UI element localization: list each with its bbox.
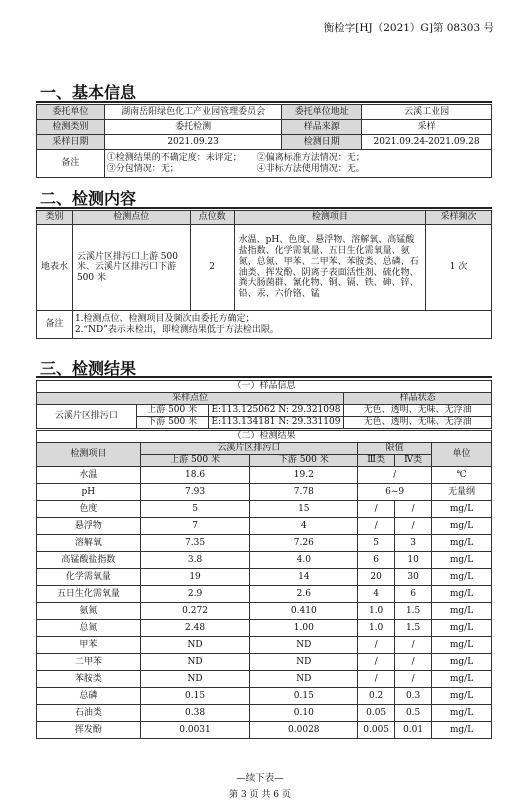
section-rule [36, 101, 492, 103]
upstream-value: 0.0031 [140, 722, 250, 739]
table-row [37, 405, 492, 417]
content-table [36, 210, 492, 339]
table-row [37, 586, 492, 603]
table-row [37, 688, 492, 705]
table-row [37, 654, 492, 671]
table-row [37, 552, 492, 569]
section-results-title: 三、检测结果 [40, 359, 137, 378]
downstream-value: 14 [250, 569, 358, 586]
section-content-title: 二、检测内容 [40, 189, 137, 208]
table-row [37, 518, 492, 535]
sample-info-table [36, 380, 492, 429]
downstream-value: ND [250, 671, 358, 688]
result-item: 氨氮 [37, 603, 141, 620]
limit-iv-value: 3 [395, 535, 432, 552]
table-row [37, 620, 492, 637]
downstream-value: 0.0028 [250, 722, 358, 739]
limit-iii-value: / [358, 518, 395, 535]
table-row [37, 603, 492, 620]
column-header: 上游 500 米 [140, 455, 250, 467]
unit-cell: mg/L [432, 552, 492, 569]
result-item: pH [37, 484, 141, 501]
point-coordinate: E:113.125062 N: 29.321098 [208, 405, 344, 417]
upstream-value: 0.38 [140, 705, 250, 722]
limit-iii-value: 0.005 [358, 722, 395, 739]
table-row [37, 722, 492, 739]
column-header: Ⅲ类 [358, 455, 395, 467]
table-row [37, 120, 492, 135]
limit-iii-value: 0.2 [358, 688, 395, 705]
table-row [37, 637, 492, 654]
unit-cell: mg/L [432, 586, 492, 603]
column-header: 采样频次 [426, 211, 492, 225]
remark-item: ②偏离标准方法情况：无； [256, 153, 365, 164]
downstream-value: 19.2 [250, 467, 358, 484]
section-rule [36, 376, 492, 378]
point-name: 上游 500 米 [136, 405, 208, 417]
result-item: 挥发酚 [37, 722, 141, 739]
upstream-value: 5 [140, 501, 250, 518]
field-value: 2021.09.23 [104, 135, 282, 150]
limit-iii-value: 20 [358, 569, 395, 586]
downstream-value: 1.00 [250, 620, 358, 637]
field-label: 样品来源 [282, 120, 362, 135]
result-item: 总氮 [37, 620, 141, 637]
count-cell: 2 [190, 225, 234, 311]
downstream-value: 2.6 [250, 586, 358, 603]
result-item: 苯胺类 [37, 671, 141, 688]
limit-iii-value: 5 [358, 535, 395, 552]
limit-iv-value: / [395, 654, 432, 671]
downstream-value: 0.410 [250, 603, 358, 620]
table-row [37, 484, 492, 501]
upstream-value: ND [140, 671, 250, 688]
upstream-value: 7.35 [140, 535, 250, 552]
remark-label: 备注 [37, 311, 73, 339]
remark-item: 2.“ND”表示未检出，即检测结果低于方法检出限。 [74, 324, 279, 335]
upstream-value: 7.93 [140, 484, 250, 501]
limit-iii-value: / [358, 671, 395, 688]
result-item: 五日生化需氧量 [37, 586, 141, 603]
upstream-value: 18.6 [140, 467, 250, 484]
table-row [37, 467, 492, 484]
result-item: 水温 [37, 467, 141, 484]
items-cell: 水温、pH、色度、悬浮物、溶解氧、高锰酸盐指数、化学需氧量、五日生化需氧量、氨氮、总氮、甲苯、二甲苯、苯胺类、总磷、石油类、挥发酚、阴离子表面活性剂、硫化物、粪大肠菌群、氰化物、铜、镉、铁、砷、锌、铅、汞、六价铬、锰 [234, 225, 426, 311]
category-cell: 地表水 [37, 225, 73, 311]
downstream-value: ND [250, 637, 358, 654]
limit-iv-value: / [395, 637, 432, 654]
field-label: 采样日期 [37, 135, 105, 150]
point-coordinate: E:113.134181 N: 29.331109 [208, 417, 344, 429]
unit-cell: ℃ [432, 467, 492, 484]
result-item: 甲苯 [37, 637, 141, 654]
unit-cell: mg/L [432, 518, 492, 535]
unit-cell: mg/L [432, 603, 492, 620]
downstream-value: 4.0 [250, 552, 358, 569]
table-header-row [37, 211, 492, 225]
upstream-value: 2.48 [140, 620, 250, 637]
column-header: 点位数 [190, 211, 234, 225]
downstream-value: 0.10 [250, 705, 358, 722]
result-item: 高锰酸盐指数 [37, 552, 141, 569]
unit-cell: mg/L [432, 705, 492, 722]
column-header: 检测项目 [37, 443, 141, 467]
table-header-row [37, 443, 492, 455]
table-row [37, 225, 492, 311]
downstream-value: 15 [250, 501, 358, 518]
remark-item: ③分包情况：无； [106, 163, 179, 174]
field-label: 委托单位 [37, 105, 105, 120]
frequency-cell: 1 次 [426, 225, 492, 311]
downstream-value: 0.15 [250, 688, 358, 705]
remark-item: ④非标方法使用情况：无。 [256, 163, 365, 174]
field-value: 云溪工业园 [362, 105, 492, 120]
table-row [37, 535, 492, 552]
upstream-value: ND [140, 654, 250, 671]
table-header-row [37, 393, 492, 405]
field-label: 检测类别 [37, 120, 105, 135]
basic-info-table [36, 104, 492, 178]
location-cell: 云溪片区排污口 [37, 405, 137, 429]
result-item: 悬浮物 [37, 518, 141, 535]
unit-cell: mg/L [432, 654, 492, 671]
column-header: 限值 [358, 443, 432, 455]
results-body [37, 467, 492, 739]
limit-value: / [358, 467, 432, 484]
table-caption-row [37, 431, 492, 443]
column-header: 云溪片区排污口 [140, 443, 357, 455]
limit-iv-value: / [395, 501, 432, 518]
limit-iv-value: 1.5 [395, 603, 432, 620]
limit-iv-value: 30 [395, 569, 432, 586]
upstream-value: 2.9 [140, 586, 250, 603]
remark-content [104, 150, 491, 178]
point-name: 下游 500 米 [136, 417, 208, 429]
upstream-value: 0.272 [140, 603, 250, 620]
limit-iv-value: / [395, 671, 432, 688]
downstream-value: 7.78 [250, 484, 358, 501]
table-row [37, 311, 492, 339]
sample-state: 无色、透明、无味、无浮油 [344, 405, 492, 417]
page-number: 第 3 页 共 6 页 [229, 790, 291, 800]
upstream-value: 3.8 [140, 552, 250, 569]
result-item: 化学需氧量 [37, 569, 141, 586]
remark-label: 备注 [37, 150, 105, 178]
result-item: 二甲苯 [37, 654, 141, 671]
results-caption: （二）检测结果 [37, 431, 492, 443]
result-item: 溶解氧 [37, 535, 141, 552]
limit-iv-value: 0.5 [395, 705, 432, 722]
field-value: 采样 [362, 120, 492, 135]
section-basic-info-title: 一、基本信息 [40, 83, 137, 102]
upstream-value: 0.15 [140, 688, 250, 705]
limit-iii-value: 1.0 [358, 603, 395, 620]
limit-iii-value: / [358, 654, 395, 671]
column-header: 下游 500 米 [250, 455, 358, 467]
limit-iii-value: 6 [358, 552, 395, 569]
limit-iv-value: 0.01 [395, 722, 432, 739]
upstream-value: 7 [140, 518, 250, 535]
column-header: 采样点位 [37, 393, 344, 405]
result-item: 色度 [37, 501, 141, 518]
column-header: 单位 [432, 443, 492, 467]
upstream-value: 19 [140, 569, 250, 586]
unit-cell: mg/L [432, 722, 492, 739]
unit-cell: mg/L [432, 671, 492, 688]
remark-item: ①检测结果的不确定度：未评定； [106, 153, 242, 164]
unit-cell: mg/L [432, 501, 492, 518]
result-item: 石油类 [37, 705, 141, 722]
limit-iv-value: 10 [395, 552, 432, 569]
field-label: 检测日期 [282, 135, 362, 150]
limit-iii-value: / [358, 637, 395, 654]
sample-info-caption: （一）样品信息 [37, 381, 492, 393]
downstream-value: 7.26 [250, 535, 358, 552]
limit-iii-value: 4 [358, 586, 395, 603]
unit-cell: mg/L [432, 620, 492, 637]
result-item: 总磷 [37, 688, 141, 705]
field-value: 2021.09.24-2021.09.28 [362, 135, 492, 150]
table-row [37, 569, 492, 586]
unit-cell: mg/L [432, 637, 492, 654]
field-value: 湖南岳阳绿色化工产业园管理委员会 [104, 105, 282, 120]
column-header: 检测项目 [234, 211, 426, 225]
limit-iv-value: / [395, 518, 432, 535]
table-row [37, 150, 492, 178]
section-rule [36, 207, 492, 209]
limit-iv-value: 0.3 [395, 688, 432, 705]
unit-cell: mg/L [432, 688, 492, 705]
limit-iv-value: 1.5 [395, 620, 432, 637]
upstream-value: ND [140, 637, 250, 654]
limit-iv-value: 6 [395, 586, 432, 603]
sample-state: 无色、透明、无味、无浮油 [344, 417, 492, 429]
column-header: 检测点位 [72, 211, 190, 225]
downstream-value: ND [250, 654, 358, 671]
unit-cell: mg/L [432, 535, 492, 552]
limit-value: 6~9 [358, 484, 432, 501]
table-row [37, 501, 492, 518]
table-row [37, 705, 492, 722]
table-row [37, 135, 492, 150]
column-header: Ⅳ类 [395, 455, 432, 467]
results-table [36, 430, 492, 739]
limit-iii-value: 1.0 [358, 620, 395, 637]
remark-item: 1.检测点位、检测项目及频次由委托方确定； [74, 314, 255, 325]
limit-iii-value: / [358, 501, 395, 518]
downstream-value: 4 [250, 518, 358, 535]
table-caption-row [37, 381, 492, 393]
limit-iii-value: 0.05 [358, 705, 395, 722]
unit-cell: mg/L [432, 569, 492, 586]
points-cell: 云溪片区排污口上游 500 米、云溪片区排污口下游 500 米 [72, 225, 190, 311]
column-header: 样品状态 [344, 393, 492, 405]
field-value: 委托检测 [104, 120, 282, 135]
table-row [37, 105, 492, 120]
document-number: 衡检字[HJ（2021）G]第 08303 号 [323, 22, 494, 34]
unit-cell: 无量纲 [432, 484, 492, 501]
remark-content [72, 311, 491, 339]
field-label: 委托单位地址 [282, 105, 362, 120]
column-header: 类别 [37, 211, 73, 225]
table-row [37, 671, 492, 688]
continued-note: —续下表— [236, 773, 284, 784]
